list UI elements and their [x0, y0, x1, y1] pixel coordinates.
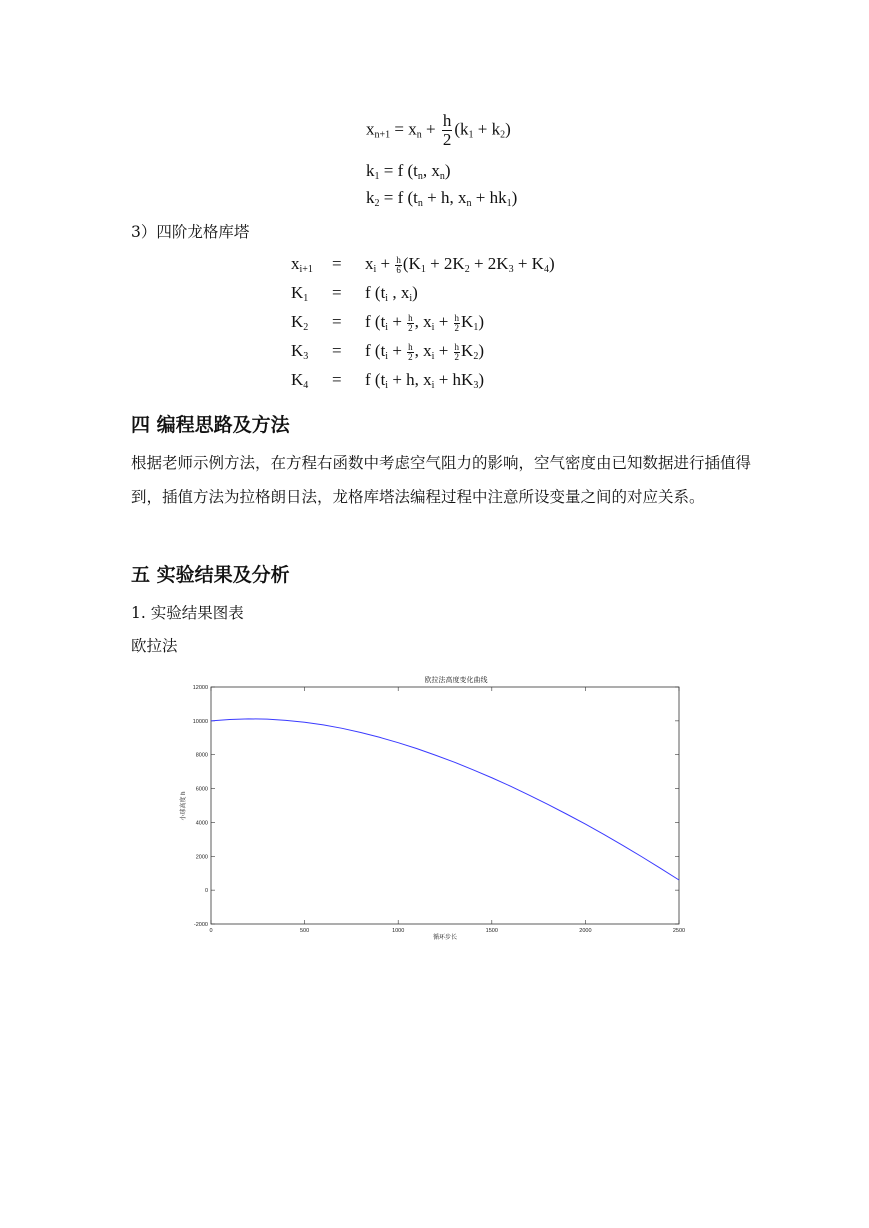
y-tick-label: 12000: [192, 685, 208, 691]
section-5-heading: 五 实验结果及分析: [131, 564, 290, 586]
chart-title: 欧拉法高度变化曲线: [424, 677, 488, 684]
plot-area: [211, 687, 679, 924]
section-4-heading: 四 编程思路及方法: [131, 414, 290, 436]
x-tick-label: 500: [300, 928, 310, 934]
heun-eq-3: $k_2 = f$ ($t_n + h$, $x_n + hk_1$): [366, 188, 518, 209]
y-tick-label: 8000: [195, 752, 208, 759]
x-tick-label: 2500: [672, 928, 686, 934]
euler-height-chart: [168, 672, 698, 962]
x-tick-label: 0: [209, 928, 213, 934]
heun-eq-1: $x_{n+1} = x_n$ + $\frac{h}{2}$ $(k_1 + k_2)$: [366, 111, 511, 149]
y-tick-label: -2000: [193, 922, 208, 928]
y-axis-label: 小球高度 h: [181, 791, 187, 821]
x-axis-label: 循环步长: [432, 935, 458, 941]
y-tick-label: 6000: [195, 786, 208, 793]
section-4-paragraph: 根据老师示例方法，在方程右函数中考虑空气阻力的影响，空气密度由已知数据进行插值得到，插值方法为拉格朗日法，龙格库塔法编程过程中注意所设变量之间的对应关系。: [131, 454, 752, 506]
h-over-2-fraction: $\frac{h}{2}$: [442, 111, 452, 149]
y-tick-label: 4000: [195, 820, 208, 827]
x-tick-label: 1500: [485, 928, 498, 934]
y-tick-label: 0: [204, 888, 208, 895]
rk4-label: 3）四阶龙格库塔: [131, 223, 250, 241]
results-subheading: 1. 实验结果图表: [131, 604, 244, 622]
y-tick-label: 10000: [192, 718, 208, 725]
heun-eq-2: $k_1 = f$ ($t_n$, $x_n$): [366, 161, 451, 182]
euler-method-label: 欧拉法: [131, 637, 178, 655]
x-tick-label: 2000: [579, 928, 592, 934]
x-tick-label: 1000: [392, 928, 405, 934]
y-tick-label: 2000: [195, 854, 208, 861]
